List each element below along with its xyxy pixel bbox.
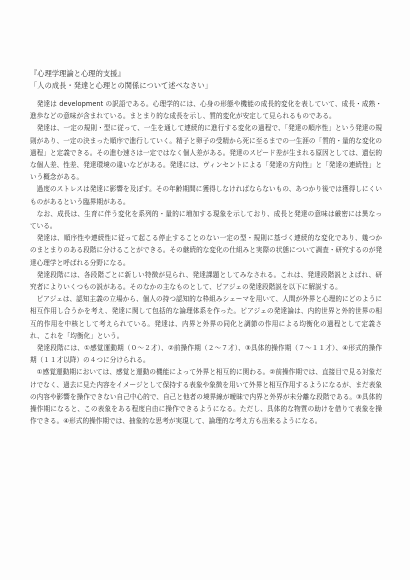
paragraph-stress: 過度のストレスは発達に影響を及ぼす。その年齢期間に獲得しなければならないもの、あつかり後では獲得しにくいものがあるという臨界期がある。 bbox=[30, 185, 382, 206]
paragraph-continuity: 発達は、順序性や連続性に従って起こる停止することのない一定の型・規則に基づく連続的な変化であり、幾つかのまとまりのある段階に分けることができる。その継続的な変化の仕組みと実際の状態について調査・研究するのが発達心理学と呼ばれる分野になる。 bbox=[30, 234, 382, 267]
paragraph-definition: 発達は development の訳語である。心理学的には、心身の形態や機能の成長的変化を表していて、成長・成熟・進歩などの意味が含まれている。まとまり的な成長を示し、質的変化が安定して見られるものである。 bbox=[30, 100, 382, 121]
paragraph-stages: 発達段階には、各段階ごとに新しい特徴が見られ、発達課題としてみなされる。これは、発達段階説とよばれ、研究者によりいくつもの説がある。そのなかの主なものとして、ピアジェの発達段階説を以下に解説する。 bbox=[30, 270, 382, 292]
document-subtitle: 「人の成長・発達と心理との関係について述べなさい」 bbox=[30, 81, 213, 90]
paragraph-stage-detail: ①感覚運動期においては、感覚と運動の機能によって外界と相互的に関わる。②前操作期では、直接目で見る対象だけでなく、過去に見た内容をイメージとして保持する表象や象徴を用いて外界と相互作用するようになるが、まだ表象の内容や影響を操作できない自己中心的で、自己と他者の境界線が曖昧で内界と外界が未分離な段階である。③具体的操作期になると、この表象をある程度自由に操作できるようになる。ただし、具体的な物質の助けを借りて表象を操作できる。④形式的操作期では、抽象的な思考が実現して、論理的な考え方も出来るようになる。 bbox=[30, 368, 382, 426]
paragraph-growth: なお、成長は、生育に伴う変化を系列的・量的に増加する現象を示しており、成長と発達の意味は厳密には異なっている。 bbox=[30, 209, 382, 231]
paragraph-piaget: ピアジェは、認知主義の立場から、個人の持つ認知的な枠組みシェーマを用いて、人間が外界と心理的にどのように相互作用し合うかを考え、発達に関して包括的な論理体系を作った。ピアジェの発達論は、内的世界と外的世界の相互的作用を中核として考えられている。発達は、内界と外界の同化と調節の作用による均衡化の過程として定義され、これを「均衡化」という。 bbox=[30, 295, 382, 340]
paragraph-stage-list: 発達段階には、①感覚運動期（０～２才）、②前操作期（２～７才）、③具体的操作期（７～１１才）、④形式的操作期（１１才以降）の４つに分けられる。 bbox=[30, 344, 382, 365]
paragraph-process: 発達は、一定の規則・型に従って、一生を通して連続的に進行する変化の過程で、「発達の順序性」という発達の規則があり、一定の決まった順序で進行していく。精子と卵子の受精から死に至るまでの一生涯の「質的・量的な変化の過程」と定義できる。その進む速さは一定ではなく個人差がある。発達のスピード差が生まれる原因としては、遺伝的な個人差、性差、発達環境の違いなどがある。発達には、ヴィンセントによる「発達の方向性」と「発達の連続性」という概念がある。 bbox=[30, 124, 382, 182]
document-title: 『心理学理論と心理的支援』 bbox=[30, 69, 125, 78]
